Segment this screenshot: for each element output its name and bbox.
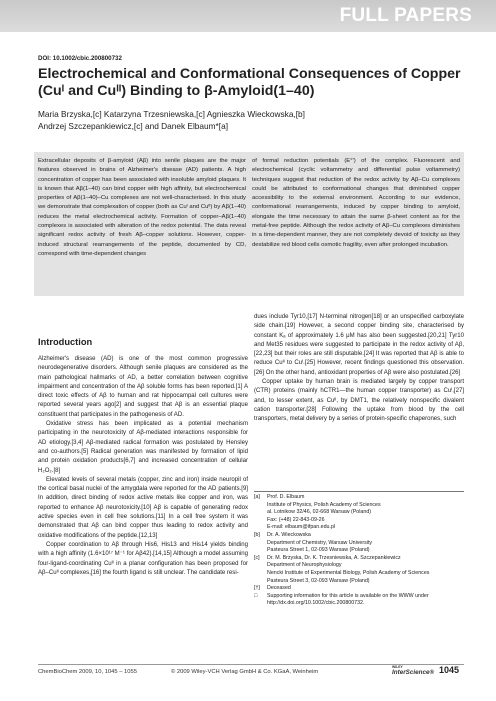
body-right-column (254, 313, 464, 425)
article-title: Electrochemical and Conformational Consequences of Copper (Cuᴵ and Cuᴵᴵ) Binding to β-Amyloid(1–40) (38, 66, 461, 99)
footnote-divider (254, 491, 464, 492)
section-label: FULL PAPERS (339, 5, 472, 26)
footnote-line: Fax: (+48) 22-843-09-26 (267, 516, 325, 523)
abstract-right-column: of formal reduction potentials (E°') of the complex. Fluorescent and electrochemical (cyclic voltammetry and differential pulse voltammetry) techniques suggest that reduction of the redox activity by Aβ–Cu complexes could be attributed to conformational changes that diminished copper accessibility to the external environment. According to our evidence, conformational rearrangements, induced by copper binding to amyloid, elongate the time necessary to attain the same β-sheet content as for the metal-free peptide. Although the redox activity of Aβ–Cu complexes diminishes in a time-dependent manner, they are not completely devoid of toxicity as they destabilize red blood cells osmotic fragility, even after prolonged incubation. (252, 158, 460, 248)
supporting-info-icon: □ (254, 592, 258, 599)
footnote-line: Institute of Physics, Polish Academy of Sciences (267, 501, 381, 508)
footnote-line: Pasteura Street 3, 02-093 Warsaw (Poland) (267, 577, 370, 584)
page-number: 1045 (439, 665, 460, 675)
publisher-name: InterScience® (392, 669, 435, 677)
author-line: Maria Brzyska,[c] Katarzyna Trzesniewska,[c] Agnieszka Wieckowska,[b] (38, 109, 305, 119)
footnote-mark: [b] (254, 531, 260, 538)
paragraph: dues include Tyr10,[17] N-terminal nitrogen[18] or an unspecified carboxylate side chain.[19] However, a second copper binding site, characterised by constant Kₐ of approximately 1.6 μM has also been suggested.[20,21] Tyr10 and Met35 residues were suggested to participate in the redox activity of Aβ,[22,23] but their roles are still disputable.[24] It was reported that Aβ is able to reduce Cuᴵᴵ to Cuᴵ.[25] However, recent findings questioned this observation.[26] On the other hand, antioxidant properties of Aβ were also postulated.[26] (254, 314, 464, 376)
footnote-line: Dr. A. Wieckowska (267, 531, 311, 538)
paragraph: Alzheimer's disease (AD) is one of the most common progressive neurodegenerative disorders. Although senile plaques are considered as the main pathological hallmarks of AD, a better correlation between cognitive impairment and concentration of the Aβ soluble forms has been reported.[1] A direct toxic effects of Aβ to human and rat hippocampal cell cultures were reported several years ago[2] and suggest that Aβ is an essential plaque constituent that participates in the pathogenesis of AD. (38, 356, 248, 418)
footnote-line: Deceased (267, 585, 291, 592)
footnote-mark: [†] (254, 585, 260, 592)
paragraph: Elevated levels of several metals (copper, zinc and iron) inside neuropil of the cortical basal nuclei of the amygdala were reported for the AD patients.[9] In addition, direct binding of redox active metals like copper and iron, was reported to enhance Aβ neurotoxicity.[10] Aβ is capable of generating redox active species even in cell free solutions.[11] In a cell free system it was demonstrated that Aβ can bind copper thus leading to redox activity and oxidative modifications of the peptide.[12,13] (38, 476, 248, 539)
footnote-deceased (254, 585, 464, 593)
footnote-b (254, 532, 464, 555)
footnote-c (254, 555, 464, 585)
publisher-logo (392, 666, 434, 676)
footnote-line: Department of Neurophysiology (267, 562, 342, 569)
copyright-notice: © 2009 Wiley-VCH Verlag GmbH & Co. KGaA, Weinheim (171, 669, 319, 675)
footnote-line: Dr. M. Brzyska, Dr. K. Trzesniewska, A. Szczepankiewicz (267, 554, 401, 561)
doi[interactable]: DOI: 10.1002/cbic.200800732 (38, 55, 122, 62)
footnote-line: al. Lotnikow 32/46, 02-668 Warsaw (Poland) (267, 509, 372, 516)
body-left-column (38, 355, 248, 578)
footnote-mark: [c] (254, 554, 260, 561)
journal-citation: ChemBioChem 2009, 10, 1045 – 1055 (38, 669, 137, 675)
footnote-mark: [a] (254, 494, 260, 500)
footnote-line: Supporting information for this article is available on the WWW under (267, 592, 429, 599)
author-line: Andrzej Szczepankiewicz,[c] and Danek Elbaum*[a] (38, 120, 229, 131)
paragraph: Oxidative stress has been implicated as a potential mechanism participating in the neurotoxicity of Aβ-mediated interactions responsible for AD etiology.[3,4] Aβ-mediated radical formation was postulated by Hensley and co-authors.[5] Radical generation was manifested by formation of lipid and protein oxidation products[6,7] and increased concentration of cellular H₂O₂.[8] (38, 421, 248, 474)
footnote-email[interactable]: E-mail: elbaum@ifpan.edu.pl (267, 524, 336, 531)
footnote-a (254, 494, 464, 532)
footnote-supporting-info (254, 593, 464, 608)
publisher-small-label: WILEY (392, 665, 403, 669)
supporting-info-link[interactable]: http://dx.doi.org/10.1002/cbic.200800732. (267, 600, 365, 607)
paragraph: Copper uptake by human brain is mediated largely by copper transport (CTR) proteins (mainly hCTR1—the human copper transporter) as Cuᴵ,[27] and, to lesser extent, as Cuᴵᴵ, by DMT1, the relatively nonspecific divalent cation transporter.[28] Following the uptake from blood by the cell transporters, metal delivery by a series of protein-specific chaperones, such (254, 379, 464, 423)
footnote-line: Prof. D. Elbaum (267, 494, 305, 500)
footnotes (254, 494, 464, 608)
footnote-line: Pasteura Street 1, 02-093 Warsaw (Poland) (267, 547, 370, 554)
footnote-line: Department of Chemistry, Warsaw University (267, 539, 373, 546)
section-heading: Introduction (38, 337, 93, 347)
footnote-line: Nencki Institute of Experimental Biology, Polish Academy of Sciences (267, 569, 430, 576)
author-list (38, 109, 468, 132)
paragraph: Copper coordination to Aβ through His6, His13 and His14 yields binding with a high affinity (1.6×10¹⁷ M⁻¹ for Aβ42).[14,15] Although a model assuming four-ligand-coordinating Cuᴵᴵ in a planar configuration has been proposed for Aβ–Cuᴵᴵ complexes,[16] the fourth ligand is still unclear. The candidate resi- (38, 541, 248, 576)
abstract-left-column: Extracellular deposits of β-amyloid (Aβ) into senile plaques are the major features observed in brains of Alzheimer's disease (AD) patients. A high concentration of copper has been associated with insoluble amyloid plaques. It is known that Aβ(1–40) can bind copper with high affinity, but electrochemical properties of Aβ(1–40)–Cu complexes are not well-characterised. In this study we demonstrate that complexation of copper (both as Cuᴵ and Cuᴵᴵ) by Aβ(1–40) reduces the metal electrochemical activity. Formation of copper–Aβ(1–40) complexes is associated with alteration of the redox potential. The data reveal significant redox activity of fresh Aβ–copper solutions. However, copper-induced structural rearrangements of the peptide, documented by CD, correspond with time-dependent changes (38, 158, 246, 257)
